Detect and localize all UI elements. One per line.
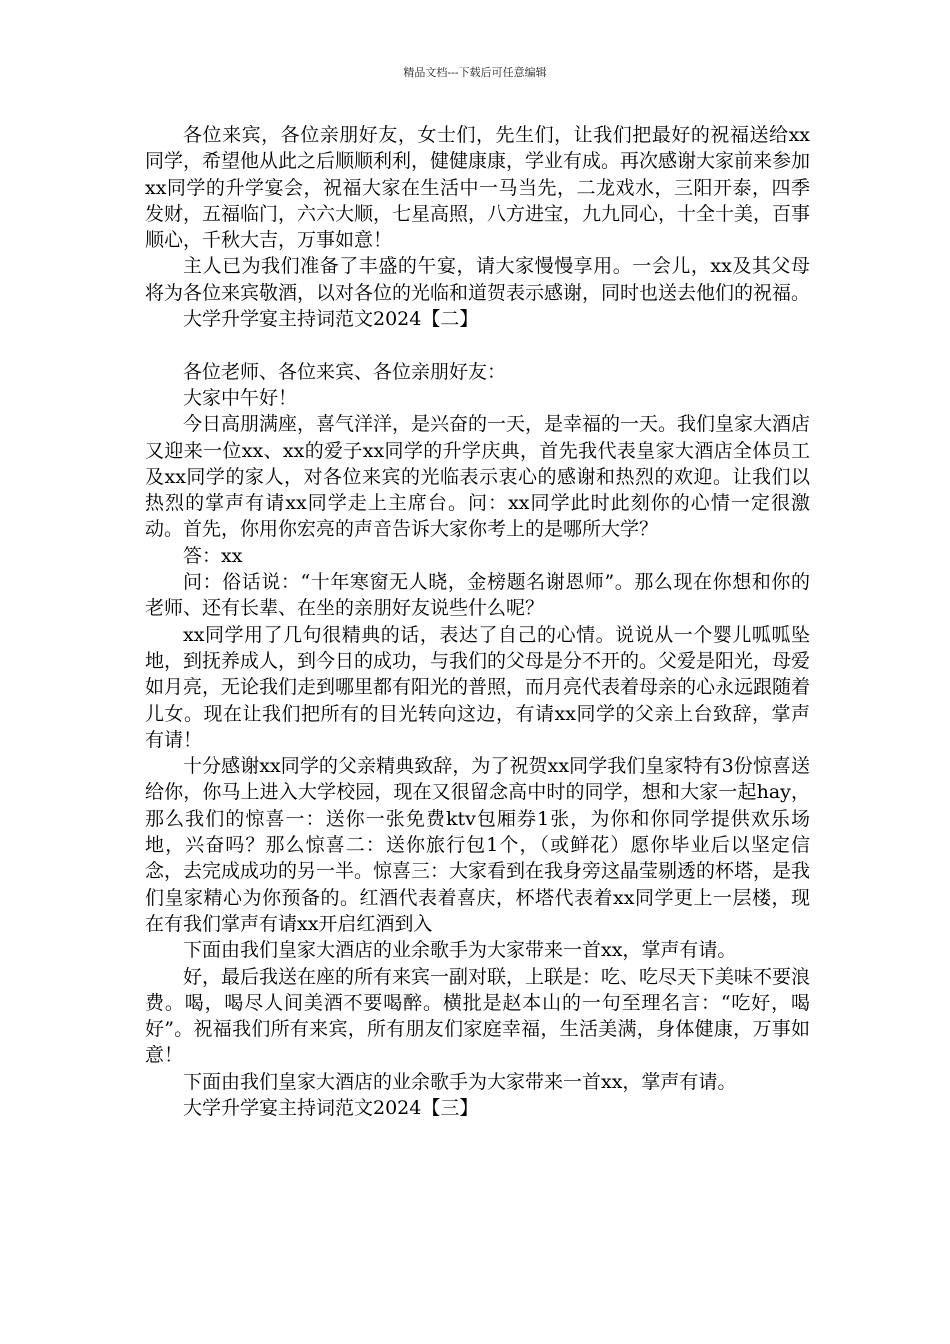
paragraph-singer-2: 下面由我们皇家大酒店的业余歌手为大家带来一首xx，掌声有请。 [183, 1070, 737, 1093]
paragraph-surprises: 十分感谢xx同学的父亲精典致辞，为了祝贺xx同学我们皇家特有3份惊喜送给你，你马上进入大学校园，现在又很留念高中时的同学，想和大家一起hay，那么我们的惊喜一：送你一张免费ktv包厢券1张，为你和你同学提供欢乐场地，兴奋吗？那么惊喜二：送你旅行包1个，（或鲜花）愿你毕业后以坚定信念，去完成成功的另一半。惊喜三：大家看到在我身旁这晶莹剔透的杯塔，是我们皇家精心为你预备的。红酒代表着喜庆，杯塔代表着xx同学更上一层楼，现在有我们掌声有请xx开启红酒到入 [145, 755, 811, 935]
paragraph-couplet: 好，最后我送在座的所有来宾一副对联，上联是：吃、吃尽天下美味不要浪费。喝，喝尽人间美酒不要喝醉。横批是赵本山的一句至理名言：“吃好，喝好”。祝福我们所有来宾，所有朋友们家庭幸福，生活美满，身体健康，万事如意！ [145, 965, 811, 1067]
paragraph-question: 问：俗话说：“十年寒窗无人晓，金榜题名谢恩师”。那么现在你想和你的老师、还有长辈、在坐的亲朋好友说些什么呢？ [145, 571, 810, 620]
section-heading-3: 大学升学宴主持词范文2024【三】 [183, 1096, 479, 1119]
paragraph-blessing: 各位来宾，各位亲朋好友，女士们，先生们，让我们把最好的祝福送给xx同学，希望他从此之后顺顺利利，健健康康，学业有成。再次感谢大家前来参加xx同学的升学宴会，祝福大家在生活中一马当先，二龙戏水，三阳开泰，四季发财，五福临门，六六大顺，七星高照，八方进宝，九九同心，十全十美，百事顺心，千秋大吉，万事如意！ [145, 124, 811, 252]
paragraph-answer: 答：xx [183, 544, 243, 567]
paragraph-parents: xx同学用了几句很精典的话，表达了自己的心情。说说从一个婴儿呱呱坠地，到抚养成人，到今日的成功，与我们的父母是分不开的。父爱是阳光，母爱如月亮，无论我们走到哪里都有阳光的普照，而月亮代表着母亲的心永远跟随着儿女。现在让我们把所有的目光转向这边，有请xx同学的父亲上台致辞，掌声有请！ [145, 623, 811, 751]
paragraph-singer-1: 下面由我们皇家大酒店的业余歌手为大家带来一首xx，掌声有请。 [183, 939, 737, 962]
document-body [145, 122, 810, 1121]
paragraph-salutation: 各位老师、各位来宾、各位亲朋好友： [183, 360, 507, 383]
section-heading-2: 大学升学宴主持词范文2024【二】 [183, 308, 479, 331]
paragraph-greeting: 大家中午好！ [183, 386, 298, 409]
blank-line [145, 332, 810, 358]
page-header: 精品文档---下载后可任意编辑 [403, 66, 547, 79]
paragraph-lunch: 主人已为我们准备了丰盛的午宴，请大家慢慢享用。一会儿，xx及其父母将为各位来宾敬酒，以对各位的光临和道贺表示感谢，同时也送去他们的祝福。 [145, 255, 811, 304]
paragraph-opening: 今日高朋满座，喜气洋洋，是兴奋的一天，是幸福的一天。我们皇家大酒店又迎来一位xx、xx的爱子xx同学的升学庆典，首先我代表皇家大酒店全体员工及xx同学的家人，对各位来宾的光临表示衷心的感谢和热烈的欢迎。让我们以热烈的掌声有请xx同学走上主席台。问：xx同学此时此刻你的心情一定很激动。首先，你用你宏亮的声音告诉大家你考上的是哪所大学？ [145, 413, 811, 541]
